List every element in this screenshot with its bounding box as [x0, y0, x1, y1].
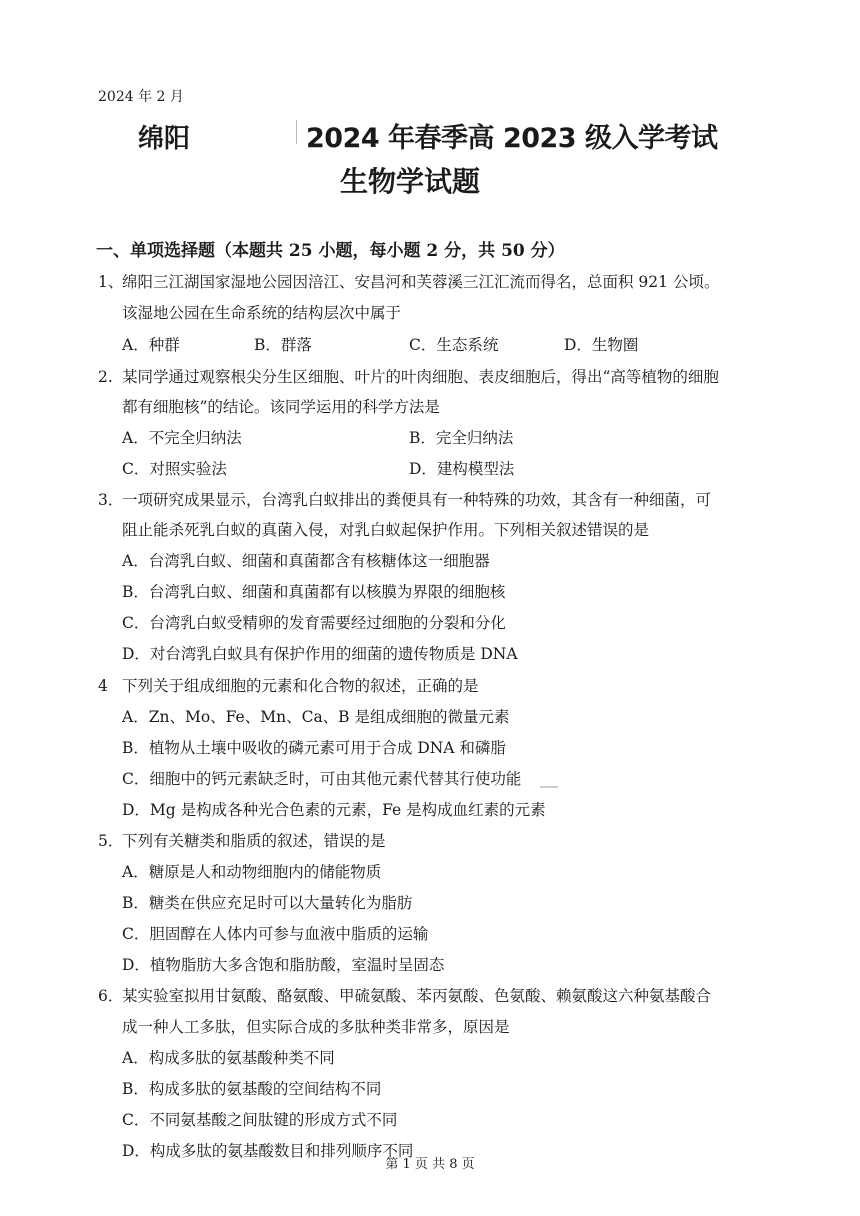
question-6-stem-line-2: 成一种人工多肽，但实际合成的多肽种类非常多，原因是 — [122, 1018, 510, 1036]
question-number: 4 — [98, 677, 108, 695]
question-3-stem-line-2: 阻止能杀死乳白蚁的真菌入侵，对乳白蚁起保护作用。下列相关叙述错误的是 — [122, 521, 650, 539]
question-1-stem-line-2: 该湿地公园在生命系统的结构层次中属于 — [122, 304, 402, 322]
question-6-option-d: D．构成多肽的氨基酸数目和排列顺序不同 — [122, 1142, 414, 1160]
question-2-option-d: D．建构模型法 — [409, 460, 515, 478]
question-6-option-c: C．不同氨基酸之间肽键的形成方式不同 — [122, 1111, 398, 1129]
question-2-option-a: A．不完全归纳法 — [122, 429, 242, 447]
question-5-option-b: B．糖类在供应充足时可以大量转化为脂肪 — [122, 894, 413, 912]
question-4-stem-line-1: 4 下列关于组成细胞的元素和化合物的叙述，正确的是 — [98, 677, 479, 695]
question-5-option-c: C．胆固醇在人体内可参与血液中脂质的运输 — [122, 925, 429, 943]
question-1-option-b: B．群落 — [254, 336, 312, 354]
question-6-option-a: A．构成多肽的氨基酸种类不同 — [122, 1049, 335, 1067]
question-5-option-a: A．糖原是人和动物细胞内的储能物质 — [122, 863, 382, 881]
scan-mark — [296, 120, 297, 144]
question-3-option-d: D．对台湾乳白蚁具有保护作用的细菌的遗传物质是 DNA — [122, 645, 518, 663]
question-2-stem-line-2: 都有细胞核”的结论。该同学运用的科学方法是 — [122, 398, 440, 416]
question-number: 1、 — [98, 273, 124, 291]
question-4-option-a: A．Zn、Mo、Fe、Mn、Ca、B 是组成细胞的微量元素 — [122, 708, 510, 726]
question-3-stem-line-1: 3．一项研究成果显示，台湾乳白蚁排出的粪便具有一种特殊的功效，其含有一种细菌，可 — [98, 488, 711, 510]
question-1-option-c: C．生态系统 — [409, 336, 499, 354]
question-number: 2. — [98, 368, 113, 386]
question-number: 5． — [98, 832, 124, 850]
question-3-option-c: C．台湾乳白蚁受精卵的发育需要经过细胞的分裂和分化 — [122, 614, 506, 632]
question-4-option-c: C．细胞中的钙元素缺乏时，可由其他元素代替其行使功能 — [122, 770, 522, 788]
section-heading: 一、单项选择题（本题共 25 小题，每小题 2 分，共 50 分） — [96, 241, 565, 261]
page-footer: 第 1 页 共 8 页 — [385, 1157, 475, 1172]
question-2-option-c: C．对照实验法 — [122, 460, 227, 478]
question-6-option-b: B．构成多肽的氨基酸的空间结构不同 — [122, 1080, 382, 1098]
question-6-stem-line-1: 6．某实验室拟用甘氨酸、酪氨酸、甲硫氨酸、苯丙氨酸、色氨酸、赖氨酸这六种氨基酸合 — [98, 984, 711, 1006]
city-name: 绵阳 — [138, 124, 191, 154]
question-1-stem-line-1: 1、绵阳三江湖国家湿地公园因涪江、安昌河和芙蓉溪三江汇流而得名，总面积 921 公顷。 — [98, 270, 719, 292]
question-2-option-b: B．完全归纳法 — [409, 429, 514, 447]
question-2-stem-line-1: 2. 某同学通过观察根尖分生区细胞、叶片的叶肉细胞、表皮细胞后，得出“高等植物的细胞 — [98, 368, 719, 386]
subject-title: 生物学试题 — [340, 165, 481, 198]
question-4-option-b: B．植物从土壤中吸收的磷元素可用于合成 DNA 和磷脂 — [122, 739, 506, 757]
question-number: 6． — [98, 987, 124, 1005]
question-5-option-d: D．植物脂肪大多含饱和脂肪酸，室温时呈固态 — [122, 956, 445, 974]
question-3-option-a: A．台湾乳白蚁、细菌和真菌都含有核糖体这一细胞器 — [122, 552, 490, 570]
question-1-option-a: A．种群 — [122, 336, 180, 354]
question-5-stem-line-1: 5．下列有关糖类和脂质的叙述，错误的是 — [98, 829, 386, 851]
question-number: 3． — [98, 491, 124, 509]
question-1-option-d: D．生物圈 — [564, 336, 639, 354]
scan-mark — [540, 786, 558, 788]
exam-title: 2024 年春季高 2023 级入学考试 — [306, 123, 718, 154]
question-4-option-d: D．Mg 是构成各种光合色素的元素，Fe 是构成血红素的元素 — [122, 801, 546, 819]
exam-date: 2024 年 2 月 — [98, 89, 184, 105]
question-3-option-b: B．台湾乳白蚁、细菌和真菌都有以核膜为界限的细胞核 — [122, 583, 506, 601]
